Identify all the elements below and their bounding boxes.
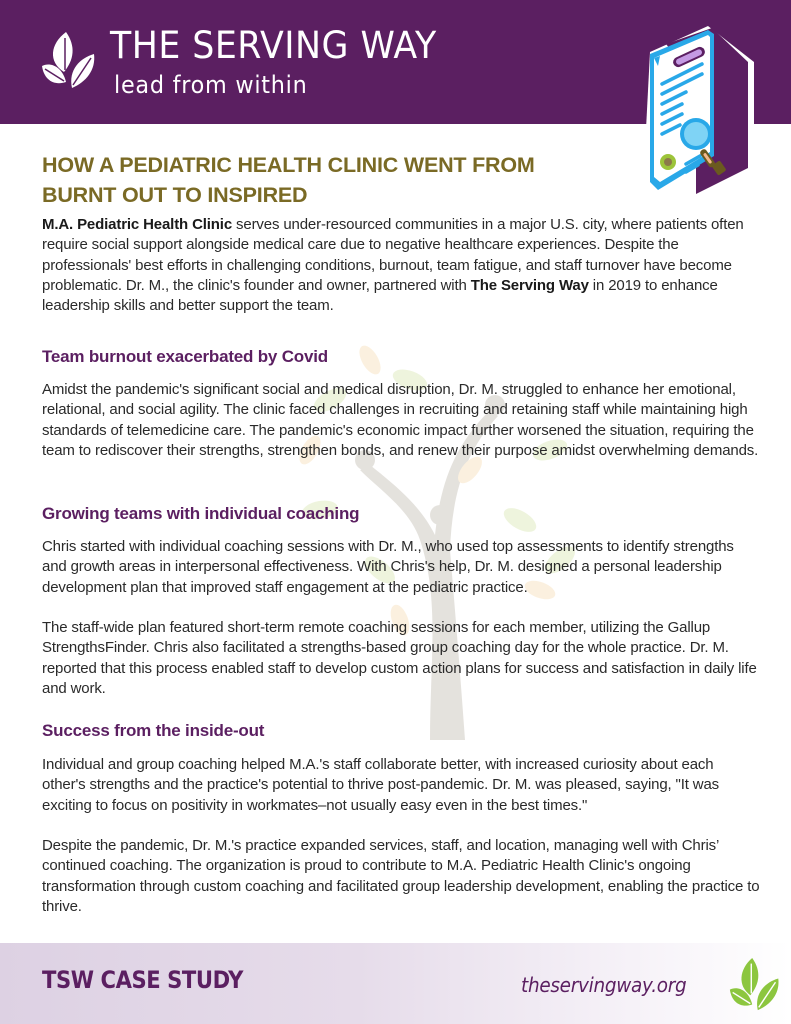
page-title-line-1: HOW A PEDIATRIC HEALTH CLINIC WENT FROM: [42, 153, 535, 177]
footer-label: TSW CASE STUDY: [42, 966, 243, 994]
page-title: [42, 150, 642, 210]
clinic-name: M.A. Pediatric Health Clinic: [42, 216, 233, 233]
section-paragraph: Despite the pandemic, Dr. M.'s practice expanded services, staff, and location, managing well with Chris’ continued coaching. The organization is proud to contribute to M.A. Pediatric Health Clinic's ongoing transformation through custom coaching and facilitated group leadership development, enabling the practice to thrive.: [42, 837, 760, 915]
intro-paragraph: M.A. Pediatric Health Clinic serves under-resourced communities in a major U.S. city, where patients often require social support alongside medical care due to negative healthcare experiences. Despite the professionals' best efforts in challenging conditions, burnout, team fatigue, and staff turnover have become problematic. Dr. M., the clinic's founder and owner, partnered with The Serving Way in 2019 to enhance leadership skills and better support the team.: [42, 216, 744, 315]
section-paragraph: The staff-wide plan featured short-term remote coaching sessions for each member, utilizing the Gallup StrengthsFinder. Chris also facilitated a strengths-based group coaching day for the whole practice. Dr. M. reported that this process enabled staff to develop custom action plans for success and satisfaction in daily life and work.: [42, 619, 757, 697]
leaves-icon: [40, 30, 98, 92]
section-paragraph: Individual and group coaching helped M.A.'s staff collaborate better, with increased curiosity about each other's strengths and the practice's potential to thrive post-pandemic. Dr. M. was pleased, saying, "It was exciting to focus on positivity in workmates–not usually easy even in the best times.": [42, 756, 720, 814]
brand-title: THE SERVING WAY: [110, 24, 437, 67]
website-link[interactable]: theservingway.org: [521, 973, 687, 997]
section-paragraph: Chris started with individual coaching sessions with Dr. M., who used top assessments to identify strengths and growth areas in interpersonal effectiveness. With Chris's help, Dr. M. designed a personal leadership development plan that improved staff engagement at the pediatric practice.: [42, 538, 734, 596]
section-heading: Success from the inside-out: [42, 721, 265, 740]
section-heading: Growing teams with individual coaching: [42, 504, 360, 523]
org-name: The Serving Way: [470, 276, 589, 294]
page-title-line-2: BURNT OUT TO INSPIRED: [42, 183, 308, 207]
section-paragraph: Amidst the pandemic's significant social and medical disruption, Dr. M. struggled to enhance her emotional, relational, and social agility. The clinic faced challenges in recruiting and retaining staff while maintaining high standards of telemedicine care. The pandemic's economic impact further worsened the situation, requiring the team to rediscover their strengths, strengthen bonds, and renew their purpose amidst overwhelming demands.: [42, 381, 759, 459]
footer-banner: [0, 943, 791, 1024]
brand-tagline: lead from within: [114, 71, 308, 99]
leaves-icon: [728, 953, 782, 1017]
document-magnifier-icon: [636, 22, 762, 204]
section-heading: Team burnout exacerbated by Covid: [42, 347, 328, 366]
